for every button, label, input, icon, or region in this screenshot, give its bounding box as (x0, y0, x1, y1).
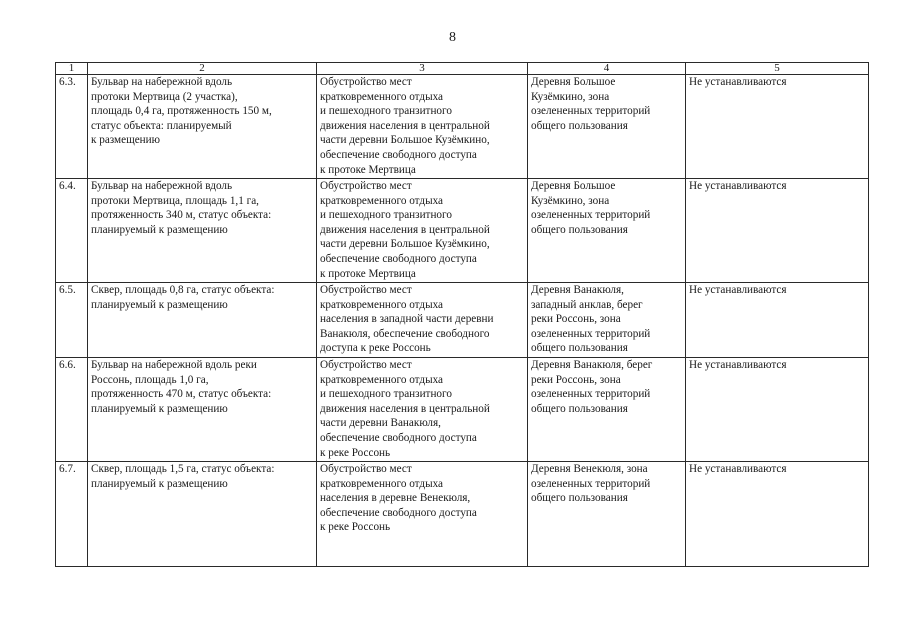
object-location: Деревня Большое Кузёмкино, зона озелененных территорий общего пользования (528, 75, 686, 179)
object-purpose: Обустройство мест кратковременного отдыха и пешеходного транзитного движения населения в центральной части деревни Большое Кузёмкино, обеспечение свободного доступа к протоке Мертвица (317, 179, 528, 283)
object-restrictions: Не устанавливаются (686, 462, 869, 567)
table-row (56, 283, 869, 358)
page-number: 8 (449, 30, 456, 45)
object-description: Бульвар на набережной вдоль реки Россонь, площадь 1,0 га, протяженность 470 м, статус объекта: планируемый к размещению (88, 358, 317, 462)
object-description: Сквер, площадь 1,5 га, статус объекта: планируемый к размещению (88, 462, 317, 567)
object-purpose: Обустройство мест кратковременного отдыха населения в западной части деревни Ванакюля, обеспечение свободного доступа к реке Россонь (317, 283, 528, 358)
row-number: 6.4. (56, 179, 88, 283)
object-restrictions: Не устанавливаются (686, 179, 869, 283)
document-table (55, 62, 869, 567)
object-description: Бульвар на набережной вдоль протоки Мертвица (2 участка), площадь 0,4 га, протяженность 150 м, статус объекта: планируемый к размещению (88, 75, 317, 179)
table-row (56, 462, 869, 567)
object-purpose: Обустройство мест кратковременного отдыха и пешеходного транзитного движения населения в центральной части деревни Большое Кузёмкино, обеспечение свободного доступа к протоке Мертвица (317, 75, 528, 179)
column-header-purpose: 3 (317, 63, 528, 75)
column-header-location: 4 (528, 63, 686, 75)
column-header-object: 2 (88, 63, 317, 75)
object-restrictions: Не устанавливаются (686, 75, 869, 179)
row-number: 6.6. (56, 358, 88, 462)
object-location: Деревня Венекюля, зона озелененных территорий общего пользования (528, 462, 686, 567)
table-row (56, 75, 869, 179)
object-purpose: Обустройство мест кратковременного отдыха и пешеходного транзитного движения населения в центральной части деревни Ванакюля, обеспечение свободного доступа к реке Россонь (317, 358, 528, 462)
object-description: Сквер, площадь 0,8 га, статус объекта: планируемый к размещению (88, 283, 317, 358)
object-location: Деревня Ванакюля, западный анклав, берег реки Россонь, зона озелененных территорий общего пользования (528, 283, 686, 358)
object-location: Деревня Ванакюля, берег реки Россонь, зона озелененных территорий общего пользования (528, 358, 686, 462)
object-location: Деревня Большое Кузёмкино, зона озелененных территорий общего пользования (528, 179, 686, 283)
object-purpose: Обустройство мест кратковременного отдыха населения в деревне Венекюля, обеспечение свободного доступа к реке Россонь (317, 462, 528, 567)
row-number: 6.7. (56, 462, 88, 567)
object-description: Бульвар на набережной вдоль протоки Мертвица, площадь 1,1 га, протяженность 340 м, статус объекта: планируемый к размещению (88, 179, 317, 283)
object-restrictions: Не устанавливаются (686, 283, 869, 358)
table-row (56, 179, 869, 283)
table-row (56, 358, 869, 462)
object-restrictions: Не устанавливаются (686, 358, 869, 462)
table-header-row (56, 63, 869, 75)
column-header-restrictions: 5 (686, 63, 869, 75)
column-header-number: 1 (56, 63, 88, 75)
row-number: 6.5. (56, 283, 88, 358)
row-number: 6.3. (56, 75, 88, 179)
